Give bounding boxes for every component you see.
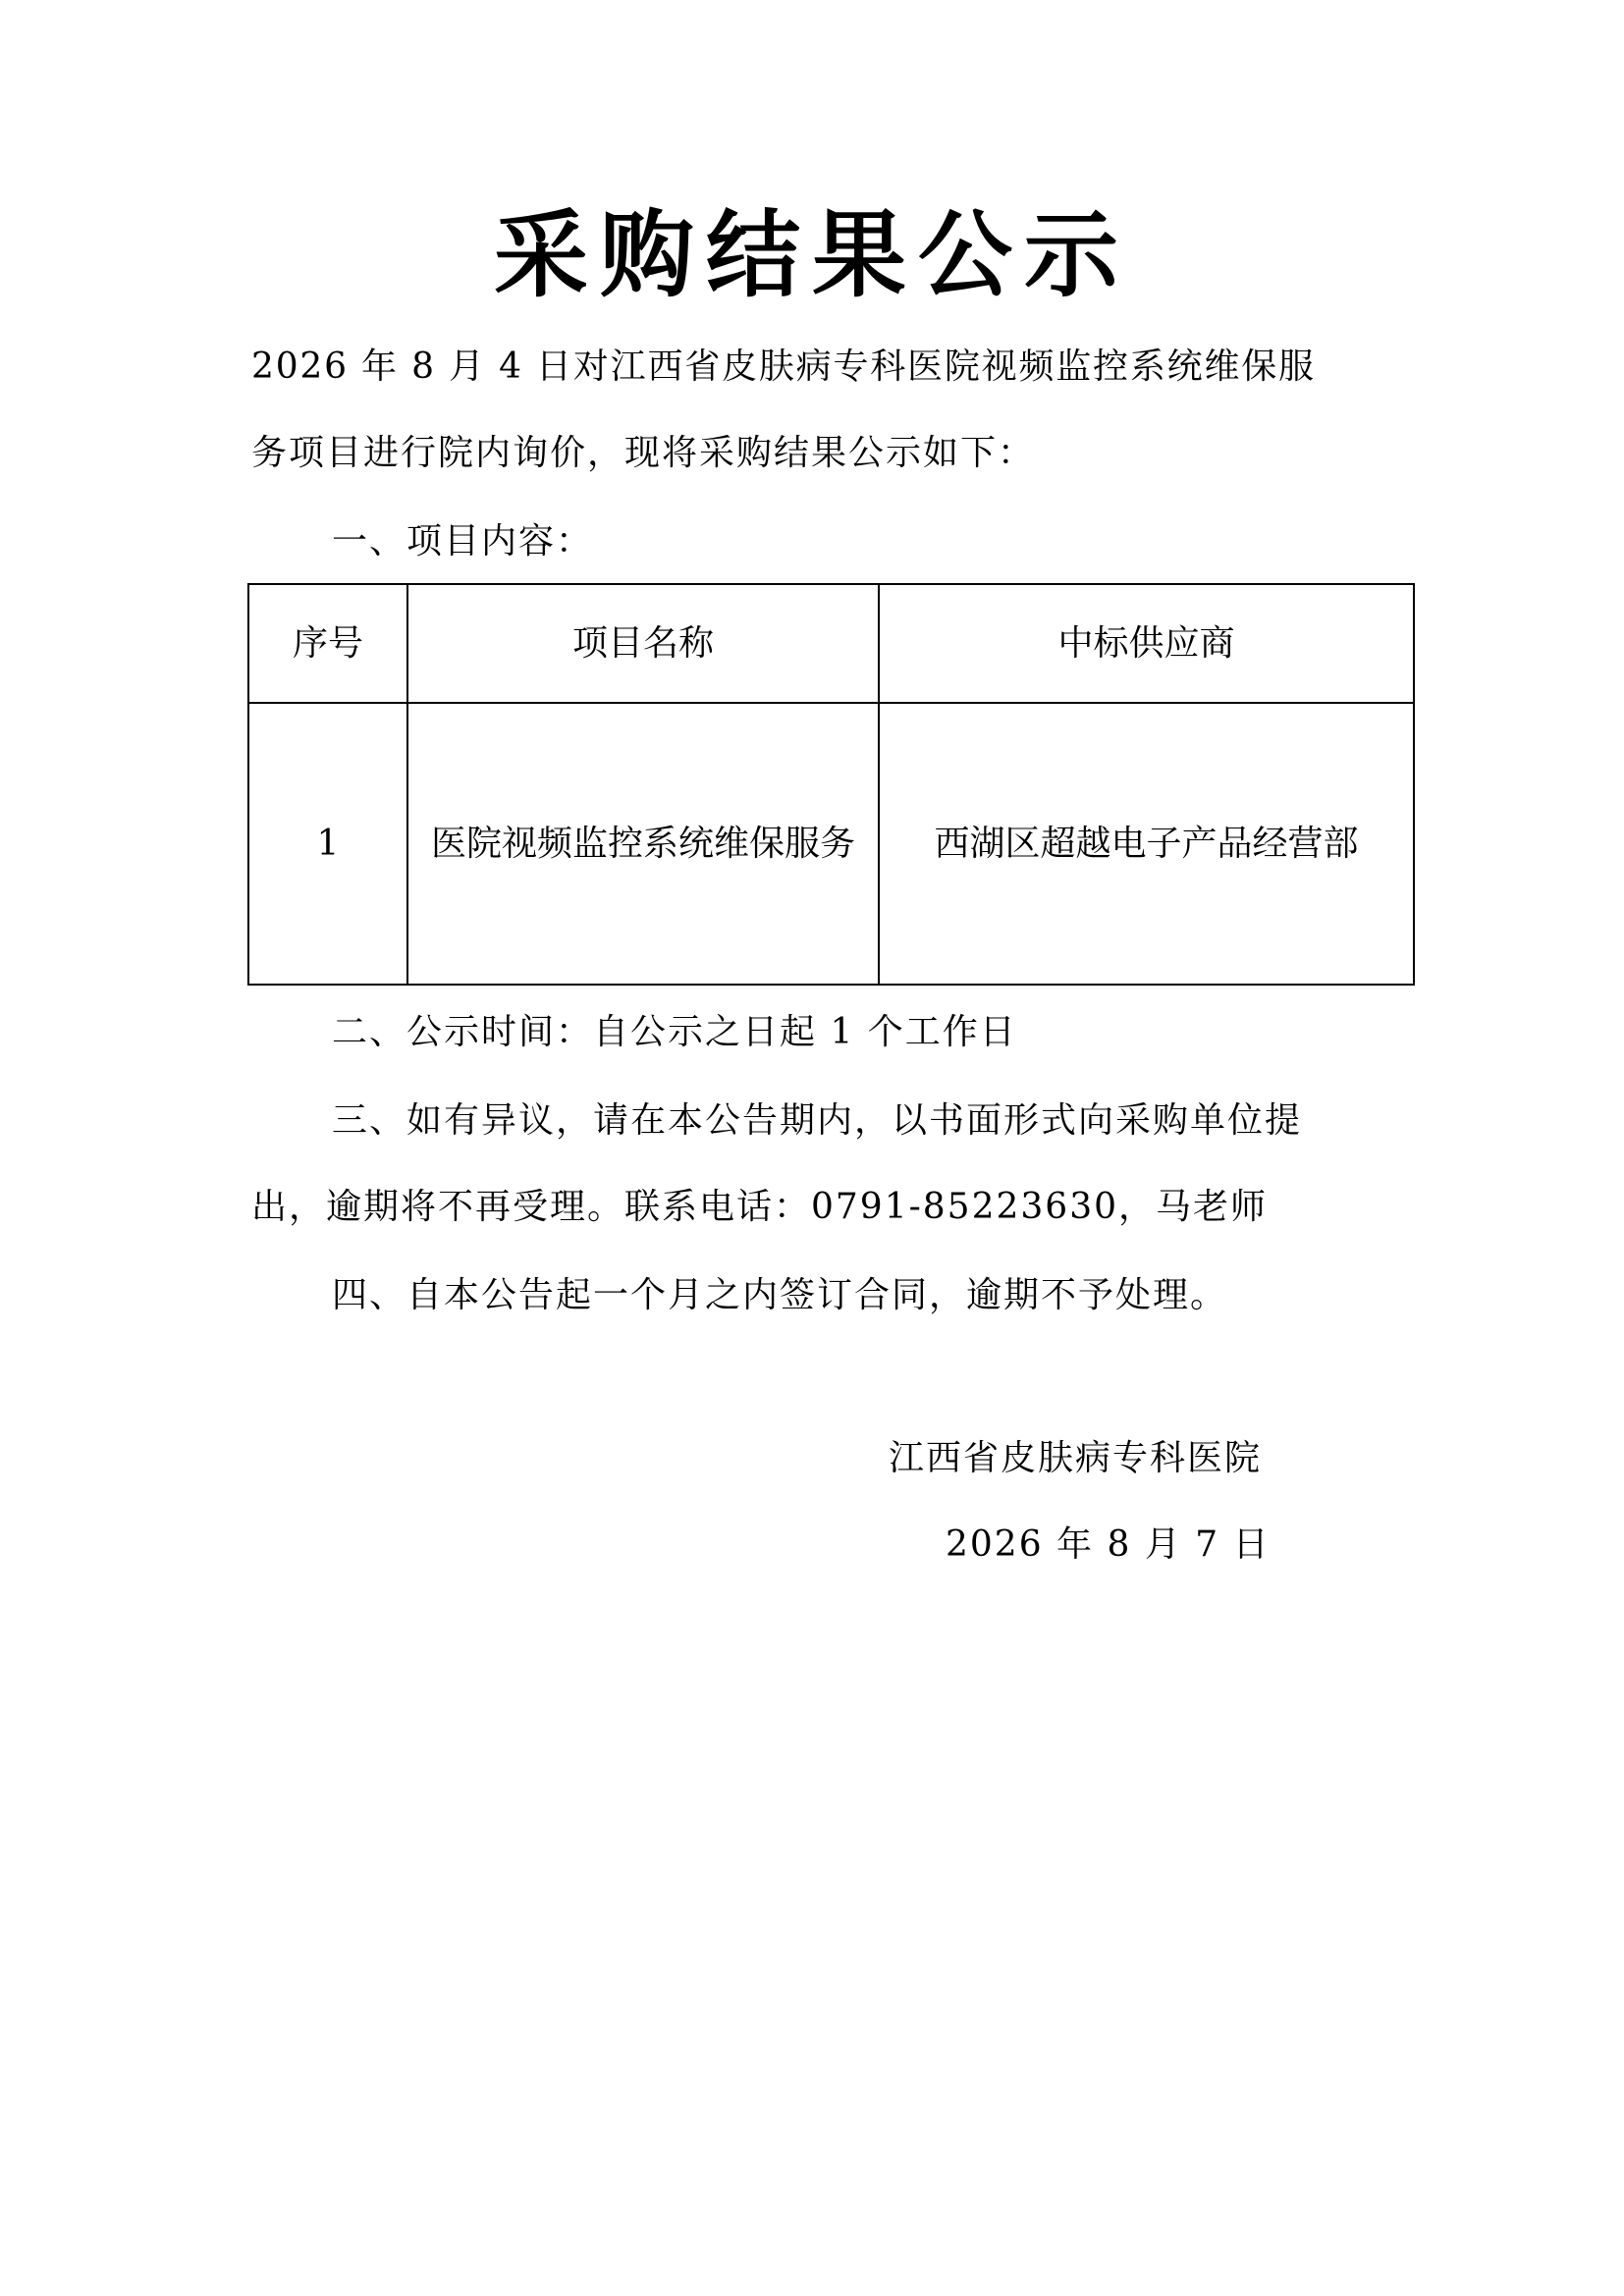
- section-2: 二、公示时间：自公示之日起 1 个工作日: [332, 1012, 1017, 1052]
- section-1-heading: 一、项目内容：: [332, 521, 594, 561]
- signature-date: 2026 年 8 月 7 日: [946, 1524, 1271, 1565]
- section-3-line-1: 三、如有异议，请在本公告期内，以书面形式向采购单位提: [332, 1100, 1303, 1141]
- intro-line-1: 2026 年 8 月 4 日对江西省皮肤病专科医院视频监控系统维保服: [251, 347, 1316, 387]
- table-row: [248, 703, 1414, 985]
- items-table: [247, 583, 1415, 986]
- page-title: 采购结果公示: [494, 199, 1130, 310]
- table-header-row: [248, 584, 1414, 703]
- section-4: 四、自本公告起一个月之内签订合同，逾期不予处理。: [332, 1275, 1228, 1315]
- header-name: 项目名称: [407, 584, 879, 703]
- signature-org: 江西省皮肤病专科医院: [889, 1438, 1263, 1478]
- section-3-line-2: 出，逾期将不再受理。联系电话：0791-85223630，马老师: [251, 1187, 1269, 1227]
- intro-line-2: 务项目进行院内询价，现将采购结果公示如下：: [251, 433, 1036, 473]
- cell-name: 医院视频监控系统维保服务: [407, 703, 879, 985]
- cell-supplier: 西湖区超越电子产品经营部: [879, 703, 1414, 985]
- header-no: 序号: [248, 584, 407, 703]
- header-supplier: 中标供应商: [879, 584, 1414, 703]
- cell-no: 1: [248, 703, 407, 985]
